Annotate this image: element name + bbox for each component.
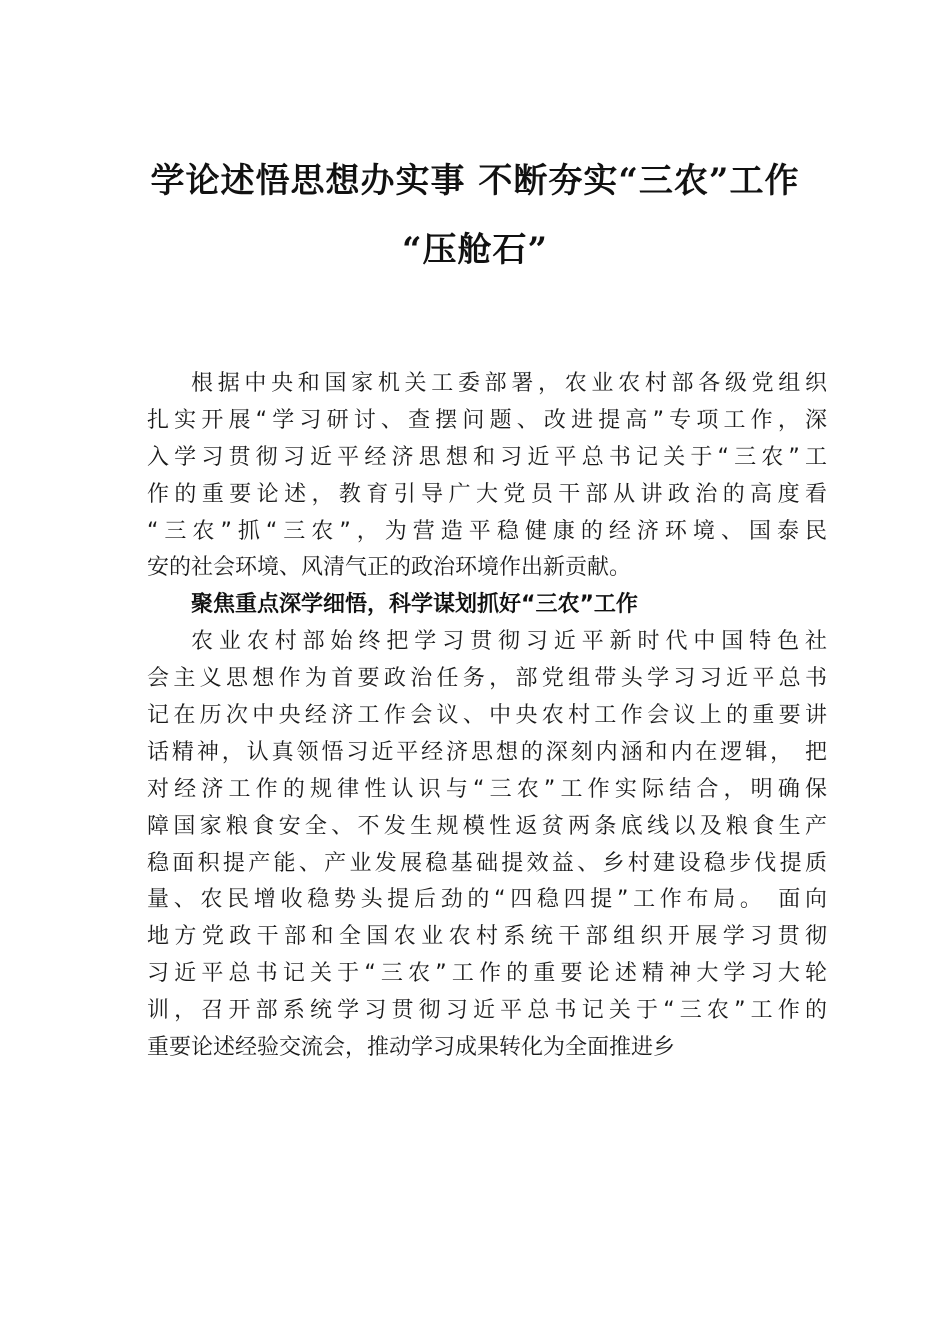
text-line: 对经济工作的规律性认识与“三农”工作实际结合，明确保: [147, 776, 827, 802]
text-line: 入学习贯彻习近平经济思想和习近平总书记关于“三农”工: [147, 444, 827, 470]
text-line: 话精神，认真领悟习近平经济思想的深刻内涵和内在逻辑， 把: [147, 739, 827, 765]
document-title-line-1: 学论述悟思想办实事 不断夯实“三农”工作: [150, 161, 800, 201]
text-line: 习近平总书记关于“三农”工作的重要论述精神大学习大轮: [147, 961, 827, 987]
text-line: 训，召开部系统学习贯彻习近平总书记关于“三农”工作的: [147, 998, 827, 1024]
text-line: 量、农民增收稳势头提后劲的“四稳四提”工作布局。 面向: [147, 887, 827, 913]
paragraph-intro: [147, 366, 827, 587]
text-line: 记在历次中央经济工作会议、中央农村工作会议上的重要讲: [147, 703, 827, 729]
text-line: 安的社会环境、风清气正的政治环境作出新贡献。: [147, 555, 632, 581]
text-line: 稳面积提产能、产业发展稳基础提效益、乡村建设稳步伐提质: [147, 850, 827, 876]
document-title-line-2: “压舱石”: [401, 230, 549, 270]
text-line: 重要论述经验交流会，推动学习成果转化为全面推进乡: [147, 1035, 676, 1061]
text-line: 障国家粮食安全、不发生规模性返贫两条底线以及粮食生产: [147, 813, 827, 839]
paragraph-section-1: [147, 624, 827, 1067]
text-line: 会主义思想作为首要政治任务，部党组带头学习习近平总书: [147, 666, 827, 692]
section-heading: 聚焦重点深学细悟，科学谋划抓好“三农”工作: [191, 592, 638, 618]
text-line: 根据中央和国家机关工委部署，农业农村部各级党组织: [191, 371, 827, 396]
text-line: 作的重要论述，教育引导广大党员干部从讲政治的高度看: [147, 481, 827, 507]
text-line: 农业农村部始终把学习贯彻习近平新时代中国特色社: [191, 629, 827, 655]
text-line: 地方党政干部和全国农业农村系统干部组织开展学习贯彻: [147, 924, 827, 950]
text-line: 扎实开展“学习研讨、查摆问题、改进提高”专项工作，深: [147, 407, 827, 433]
document-body: [147, 366, 827, 1067]
text-line: “三农”抓“三农”，为营造平稳健康的经济环境、国泰民: [147, 518, 827, 544]
